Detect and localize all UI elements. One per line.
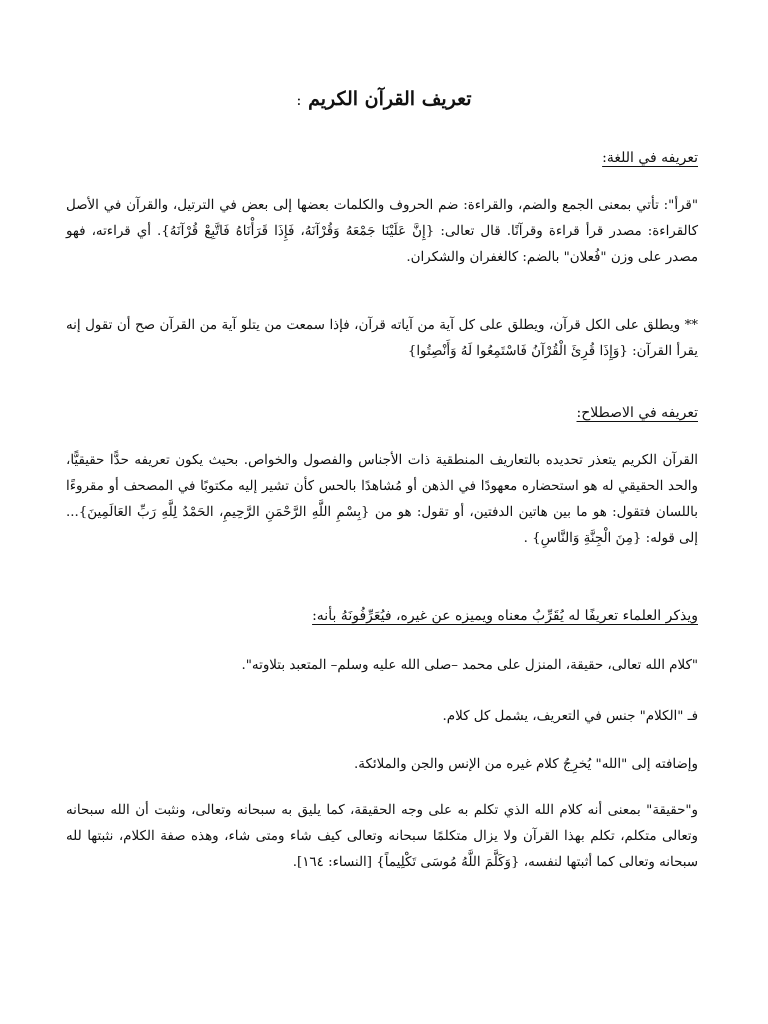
paragraph-usage-note: ** ويطلق على الكل قرآن، ويطلق على كل آية من آياته قرآن، فإذا سمعت من يتلو آية من القرآن صح أن تقول إنه يقرأ القرآن: {وَإِذَا قُرِئَ الْقُرْآنُ فَاسْتَمِعُوا لَهُ وَأَنْصِتُوا}: [66, 318, 698, 359]
scholars-definition-intro: ويذكر العلماء تعريفًا له يُقَرِّبُ معناه ويميزه عن غيره، فيُعَرِّفُونَهُ بأنه:: [312, 608, 698, 624]
paragraph-reality: و"حقيقة" بمعنى أنه كلام الله الذي تكلم به على وجه الحقيقة، كما يليق به سبحانه وتعالى، ونثبت أن الله سبحانه وتعالى متكلم، تكلم بهذا القرآن ولا يزال متكلمًا سبحانه وتعالى كيف شاء ومتى شاء، وهذه صفة الكلام، نثبتها لله سبحانه وتعالى كما أثبتها لنفسه، {وَكَلَّمَ اللَّهُ مُوسَى تَكْلِيماً} [النساء: ١٦٤].: [66, 803, 698, 870]
title-text: تعريف القرآن الكريم: [308, 88, 472, 110]
paragraph-genus: فـ "الكلام" جنس في التعريف، يشمل كل كلام.: [442, 709, 698, 724]
paragraph-term-explanation: القرآن الكريم يتعذر تحديده بالتعاريف المنطقية ذات الأجناس والفصول والخواص. بحيث يكون تعريفه حدًّا حقيقيًّا، والحد الحقيقي له هو استحضاره معهودًا في الذهن أو مُشاهدًا بالحس كأن تشير إليه مكتوبًا في المصحف أو مقروءًا باللسان فتقول: هو ما بين هاتين الدفتين، أو تقول: هو من {بِسْمِ اللَّهِ الرَّحْمَنِ الرَّحِيمِ، الحَمْدُ لِلَّهِ رَبِّ العَالَمِينَ}... إلى قوله: {مِنَ الْجِنَّةِ وَالنَّاسِ} .: [66, 453, 698, 546]
heading-language-definition: تعريفه في اللغة:: [602, 150, 698, 166]
title-colon: :: [296, 91, 302, 109]
paragraph-addition: وإضافته إلى "الله" يُخرِجُ كلام غيره من الإنس والجن والملائكة.: [354, 757, 698, 772]
document-title: [0, 88, 768, 110]
heading-term-definition: تعريفه في الاصطلاح:: [576, 405, 698, 421]
paragraph-definition: "كلام الله تعالى، حقيقة، المنزل على محمد –صلى الله عليه وسلم– المتعبد بتلاوته".: [241, 658, 698, 673]
paragraph-language-meaning: "قرأ": تأتي بمعنى الجمع والضم، والقراءة: ضم الحروف والكلمات بعضها إلى بعض في الترتيل، والقرآن في الأصل كالقراءة: مصدر قرأ قراءة وقرآنًا. قال تعالى: {إِنَّ عَلَيْنَا جَمْعَهُ وَقُرْآنَهُ، فَإِذَا قَرَأْنَاهُ فَاتَّبِعْ قُرْآنَهُ}. أي قراءته، فهو مصدر على وزن "فُعلان" بالضم: كالغفران والشكران.: [66, 198, 698, 265]
